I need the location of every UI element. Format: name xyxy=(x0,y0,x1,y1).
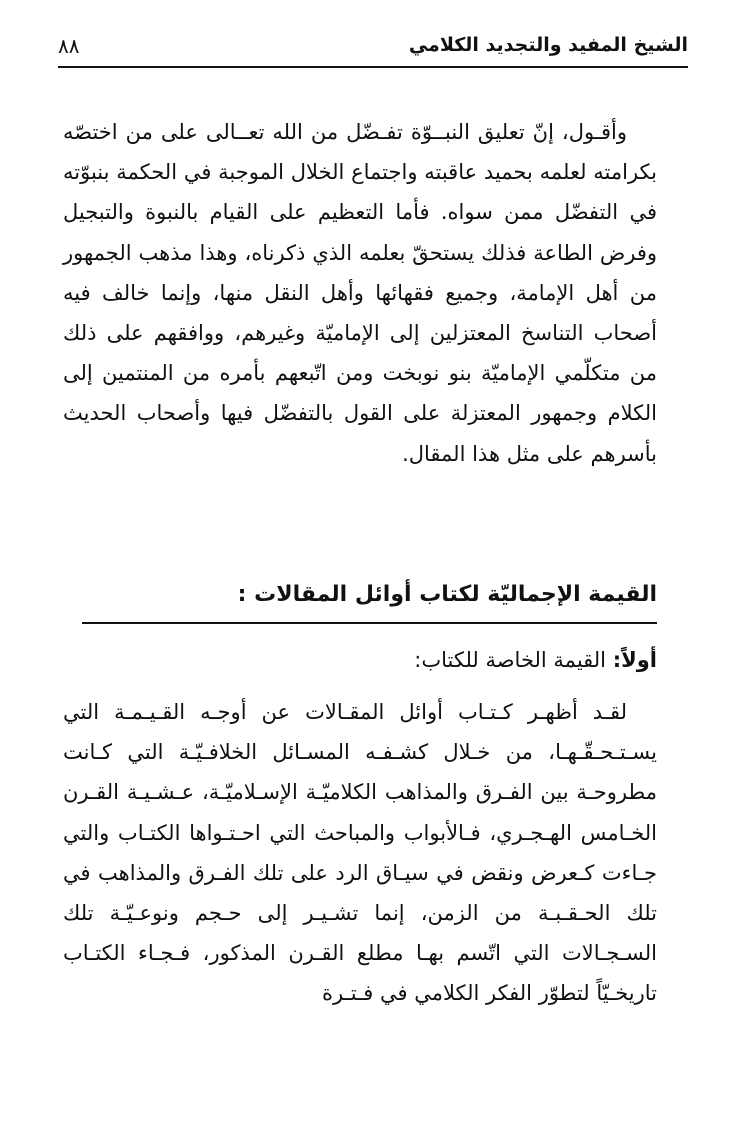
paragraph-2 xyxy=(63,692,657,1014)
paragraph-1 xyxy=(63,112,657,474)
subheading-text: القيمة الخاصة للكتاب: xyxy=(414,648,613,672)
section-heading-underline xyxy=(82,622,657,624)
header-divider xyxy=(58,66,688,68)
paragraph-2-text: لقـد أظهـر كـتـاب أوائل المقـالات عن أوجـه القـيـمـة التي يسـتـحـقّـهـا، من خـلال كشـفـه المسـائل الخلافـيّـة التي كـانت مطروحـة بين الفـرق والمذاهب الكلاميّـة الإسـلاميّـة، عـشـيـة القـرن الخـامس الهـجـري، فـالأبواب والمباحث التي احـتـواها الكتـاب والتي جـاءت كـعرض ونقض في سيـاق الرد على تلك الفـرق والمذاهب في تلك الحـقـبـة من الزمن، إنما تشـيـر إلى حـجم ونوعـيّـة تلك السـجـالات التي اتّسم بهـا مطلع القـرن المذكور، فـجـاء الكتـاب تاريخـيّاً لتطوّر الفكر الكلامي في فـتـرة xyxy=(63,700,657,1006)
section-heading: القيمة الإجماليّة لكتاب أوائل المقالات : xyxy=(237,582,657,607)
header-title: الشيخ المفيد والتجديد الكلامي xyxy=(408,34,688,56)
running-header xyxy=(58,28,688,68)
paragraph-1-text: وأقـول، إنّ تعليق النبــوّة تفـضّل من الله تعــالى على من اختصّه بكرامته لعلمه بحميد عاقبته واجتماع الخلال الموجبة في الحكمة بنبوّته في التفضّل ممن سواه. فأما التعظيم على القيام بالنبوة والتبجيل وفرض الطاعة فذلك يستحقّ بعلمه الذي ذكرناه، وهذا مذهب الجمهور من أهل الإمامة، وجميع فقهائها وأهل النقل منها، وإنما خالف فيه أصحاب التناسخ المعتزلين إلى الإماميّة وغيرهم، ووافقهم على ذلك من متكلّمي الإماميّة بنو نوبخت ومن اتّبعهم بأمره من المنتمين إلى الكلام وجمهور المعتزلة على القول بالتفضّل فيها وأصحاب الحديث بأسرهم على مثل هذا المقال. xyxy=(63,120,657,466)
page-number: ٨٨ xyxy=(58,34,80,58)
subheading-ordinal: أولاً: xyxy=(612,648,657,672)
subheading xyxy=(414,648,657,672)
